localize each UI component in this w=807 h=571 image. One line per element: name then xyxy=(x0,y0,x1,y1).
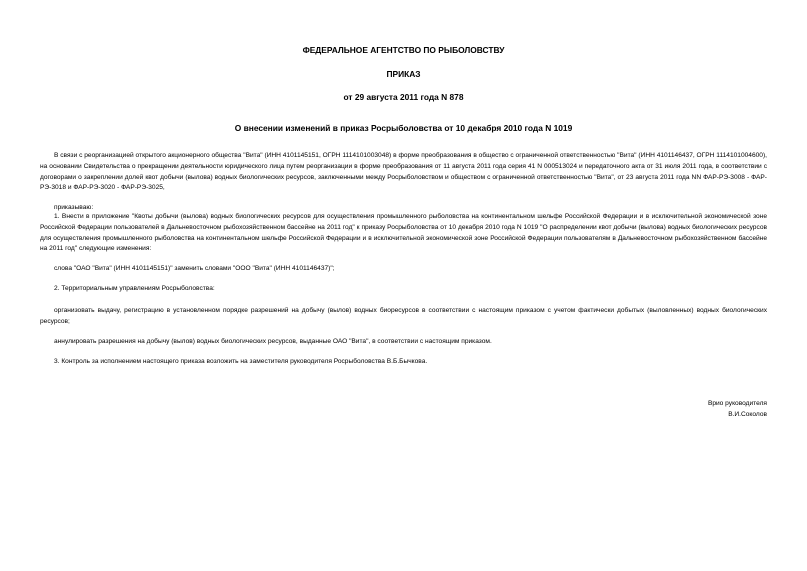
document-type: ПРИКАЗ xyxy=(386,69,421,79)
replace-words-paragraph: слова "ОАО "Вита" (ИНН 4101145151)" заменить словами "ООО "Вита" (ИНН 4101146437)"; xyxy=(54,265,335,272)
signatory-position: Врио руководителя xyxy=(707,400,767,407)
document-subject: О внесении изменений в приказ Росрыболовства от 10 декабря 2010 года N 1019 xyxy=(234,123,573,133)
agency-title: ФЕДЕРАЛЬНОЕ АГЕНТСТВО ПО РЫБОЛОВСТВУ xyxy=(302,45,505,55)
item-3-paragraph: 3. Контроль за исполнением настоящего приказа возложить на заместителя руководителя Росрыболовства В.Б.Бычкова. xyxy=(54,358,428,365)
preamble-paragraph: В связи с реорганизацией открытого акционерного общества "Вита" (ИНН 4101145151, ОГРН 1114101003048) в форме преобразования в общество с ограниченной ответственностью "Вита" (ИНН 4101146437, ОГРН 1114101004600), на основании Свидетельства о прекращении деятельности юридического лица путем реорганизации в форме преобразования от 11 августа 2011 года серия 41 N 000513024 и передаточного акта от 31 июля 2011 года, в соответствии с договорами о закреплении долей квот добычи (вылова) водных биологических ресурсов, заключенными между Росрыболовством и обществом с ограниченной ответственностью "Вита", от 23 августа 2011 года NN ФАР-РЭ-3008 - ФАР-РЭ-3018 и ФАР-РЭ-3020 - ФАР-РЭ-3025, xyxy=(40,152,767,192)
organize-paragraph: организовать выдачу, регистрацию в установленном порядке разрешений на добычу (вылов) водных биоресурсов в соответствии с настоящим приказом с учетом фактически добытых (выловленных) водных биологических ресурсов; xyxy=(40,307,767,325)
annul-paragraph: аннулировать разрешения на добычу (вылов) водных биологических ресурсов, выданные ОАО "Вита", в соответствии с настоящим приказом. xyxy=(54,338,492,345)
item-2-paragraph: 2. Территориальным управлениям Росрыболовства: xyxy=(54,285,215,292)
document-date-number: от 29 августа 2011 года N 878 xyxy=(343,92,464,102)
item-1-paragraph: 1. Внести в приложение "Квоты добычи (вылова) водных биологических ресурсов для осуществления промышленного рыболовства на континентальном шельфе Российской Федерации и в исключительной экономической зоне Российской Федерации пользователей в Дальневосточном рыбохозяйственном бассейне на 2011 год" к приказу Росрыболовства от 10 декабря 2010 года N 1019 "О распределении квот добычи (вылова) водных биологических ресурсов для осуществления промышленного рыболовства на континентальном шельфе Российской Федерации и в исключительной экономической зоне Российской Федерации пользователям в Дальневосточном рыбохозяйственном бассейне на 2011 год" следующие изменения: xyxy=(40,213,767,253)
signatory-name: В.И.Соколов xyxy=(728,411,767,418)
order-phrase: приказываю: xyxy=(54,204,94,211)
